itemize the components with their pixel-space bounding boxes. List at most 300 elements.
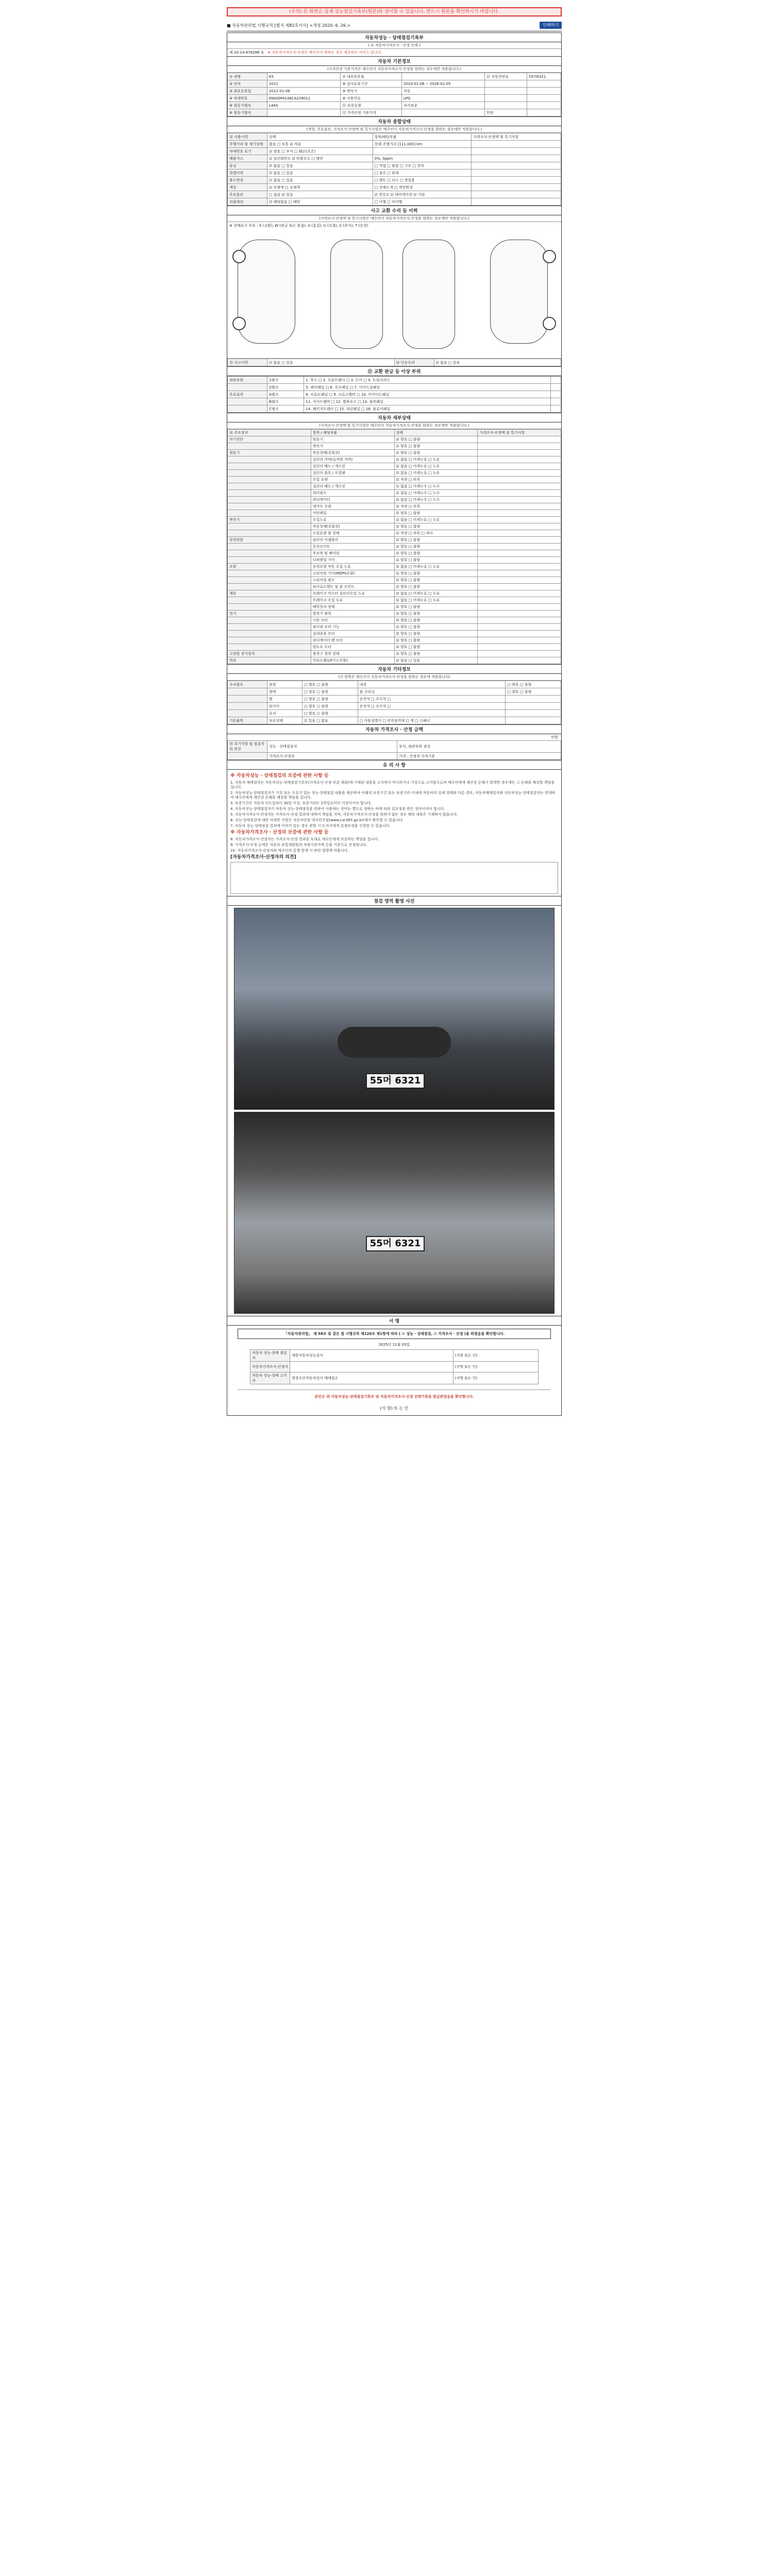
- grille-shape: [338, 1027, 451, 1058]
- detail-cell: ☑ 양호 □ 불량: [394, 544, 478, 550]
- detail-cell: 윈도우 모터: [311, 644, 394, 651]
- notes-title-2: ※ 자동차가격조사 · 산정의 보증에 관한 사항 등: [230, 830, 329, 835]
- general-cell: ☑ 양호 □ 부식 □ 훼손(오손): [267, 148, 373, 155]
- detail-cell: [228, 470, 311, 477]
- simple-repair-value: ☑ 없음 □ 있음: [434, 359, 561, 366]
- detail-cell: ☑ 양호 □ 불량: [394, 637, 478, 644]
- detail-row: [228, 537, 561, 544]
- general-cell: □ 전체도색 □ 색상변경: [373, 184, 472, 191]
- basic-cell: LPG: [401, 95, 484, 102]
- options-cell: 타이어: [267, 703, 303, 710]
- detail-cell: [228, 550, 311, 557]
- detail-row: [228, 483, 561, 490]
- detail-row: [228, 443, 561, 450]
- detail-row: [228, 544, 561, 550]
- detail-cell: 냉각수 수량: [311, 503, 394, 510]
- detail-cell: [228, 570, 311, 577]
- frame-row: [228, 384, 561, 391]
- basic-row: [228, 95, 561, 102]
- frame-cell: [551, 384, 561, 391]
- detail-cell: [228, 463, 311, 470]
- frame-cell: 외판부위: [228, 377, 267, 384]
- receiver-signature: (서 명) 또 는 인: [380, 1406, 409, 1411]
- basic-cell: [485, 80, 527, 88]
- detail-cell: 라디에이터: [311, 497, 394, 503]
- detail-cell: [228, 544, 311, 550]
- detail-cell: ☑ 양호 □ 불량: [394, 617, 478, 624]
- detail-remark-cell: [478, 657, 561, 664]
- basic-cell: ⑤ 원동기형식: [228, 102, 267, 109]
- general-row: [228, 148, 561, 155]
- detail-cell: ☑ 적정 □ 부족 □ 과다: [394, 530, 478, 537]
- detail-cell: [228, 443, 311, 450]
- detail-cell: 실린더 블록 / 오일팬: [311, 470, 394, 477]
- options-cell: 기본품목: [228, 717, 267, 724]
- detail-remark-cell: [478, 584, 561, 590]
- options-row: [228, 681, 561, 688]
- signature-cell: 자동차가격조사·산정자: [250, 1362, 290, 1372]
- basic-cell: [527, 102, 561, 109]
- basic-cell: [485, 88, 527, 95]
- basic-cell: ⑬ 자동차번호: [485, 73, 527, 80]
- notes-title-3: [자동차가격조사·산정자의 의견]: [230, 855, 296, 860]
- general-cell: 많음 □ 보통 ☑ 적음: [267, 141, 373, 148]
- detail-row: [228, 470, 561, 477]
- signature-cell: [290, 1362, 453, 1372]
- frame-row: [228, 377, 561, 384]
- detail-row: [228, 497, 561, 503]
- signature-table: [250, 1349, 539, 1384]
- detail-cell: 커먼레일: [311, 510, 394, 517]
- frame-heading: ⑰ 교환 판금 등 이상 부위: [227, 366, 561, 376]
- detail-row: [228, 644, 561, 651]
- general-cell: □ 렌트 □ 리스 □ 영업용: [373, 177, 472, 184]
- detail-note: (가격조사·산정액 및 특기사항은 매수인이 자동차가격조사·산정을 원하는 경우에만 적용합니다.): [227, 422, 561, 429]
- detail-row: [228, 597, 561, 604]
- detail-row: [228, 490, 561, 497]
- price-table: [227, 740, 561, 760]
- basic-cell: ⑦ 내부부문율: [341, 73, 402, 80]
- front-photo: [234, 908, 554, 1110]
- wheel-icon: [543, 317, 556, 330]
- options-cell: 보유상태: [267, 717, 303, 724]
- detail-cell: ☑ 양호 □ 불량: [394, 584, 478, 590]
- general-cell: [472, 198, 561, 206]
- detail-cell: ☑ 양호 □ 불량: [394, 557, 478, 564]
- wheel-icon: [232, 317, 246, 330]
- detail-remark-cell: [478, 463, 561, 470]
- basic-cell: 자동: [401, 88, 484, 95]
- detail-row: [228, 477, 561, 483]
- general-cell: 주요옵션: [228, 191, 267, 198]
- general-row: [228, 191, 561, 198]
- detail-cell: 추진축 및 베어링: [311, 550, 394, 557]
- detail-cell: ☑ 없음 □ 미세누유 □ 누유: [394, 597, 478, 604]
- basic-cell: [527, 109, 561, 116]
- basic-cell: K5: [267, 73, 341, 80]
- detail-cell: 고전원 전기장치: [228, 651, 311, 657]
- general-cell: 배출가스: [228, 155, 267, 162]
- notes-paragraph: 5. 자동차가격조사·산정자는 가격조사·산정 결과에 대하여 책임을 지며, 자동차가격조사·산정을 원하지 않는 경우 해당 내용은 기재하지 않습니다.: [230, 812, 458, 817]
- basic-cell: ⑧ 검사유효기간: [341, 80, 402, 88]
- general-cell: 0%, 0ppm: [373, 155, 472, 162]
- detail-cell: 클러치 어셈블리: [311, 537, 394, 544]
- options-cell: 휠: [267, 696, 303, 703]
- detail-remark-cell: [478, 644, 561, 651]
- options-note: (이 항목은 매수인이 자동차가격조사·산정을 원하는 경우에 적용합니다): [227, 674, 561, 681]
- frame-cell: 주요골격: [228, 391, 267, 398]
- price-cell: 가격 : 산정자 가격기준: [397, 753, 561, 760]
- detail-cell: [228, 503, 311, 510]
- accident-table: [227, 359, 561, 366]
- detail-cell: ☑ 양호 □ 불량: [394, 631, 478, 637]
- detail-remark-cell: [478, 450, 561, 456]
- basic-cell: ⑥ 원동기형식: [228, 109, 267, 116]
- detail-header-row: [228, 430, 561, 436]
- detail-cell: ☑ 적정 □ 부족: [394, 503, 478, 510]
- frame-cell: C랭크: [267, 405, 304, 413]
- detail-cell: 변속기: [311, 443, 394, 450]
- detail-remark-cell: [478, 523, 561, 530]
- detail-heading: 자동차 세부상태: [227, 413, 561, 422]
- detail-cell: 작동상태(공회전): [311, 523, 394, 530]
- general-cell: □ 없음 ☑ 있음: [267, 191, 373, 198]
- license-plate: 55머 6321: [366, 1236, 425, 1251]
- detail-cell: 실내송풍 모터: [311, 631, 394, 637]
- detail-row: [228, 510, 561, 517]
- basic-cell: ④ 차대번호: [228, 95, 267, 102]
- general-row: [228, 170, 561, 177]
- detail-row: [228, 450, 561, 456]
- detail-cell: ☑ 없음 □ 미세누유 □ 누유: [394, 456, 478, 463]
- general-cell: [472, 184, 561, 191]
- detail-cell: 워터펌프: [311, 490, 394, 497]
- general-cell: □ 이행 □ 미이행: [373, 198, 472, 206]
- detail-cell: [228, 483, 311, 490]
- detail-cell: 원동기: [228, 450, 311, 456]
- detail-row: [228, 590, 561, 597]
- signature-heading: 서 명: [227, 1316, 561, 1326]
- general-cell: 리콜대상: [228, 198, 267, 206]
- general-row: [228, 177, 561, 184]
- detail-cell: [228, 510, 311, 517]
- basic-cell: 55머6321: [527, 73, 561, 80]
- notes-paragraph: 3. 보증기간은 자동차 인도일부터 30일 이상, 보증거리는 2천킬로미터 이상이어야 합니다.: [230, 801, 372, 805]
- detail-row: [228, 503, 561, 510]
- options-cell: 외장: [267, 681, 303, 688]
- detail-cell: 동력전달: [228, 537, 311, 544]
- basic-note: (가격산정 기준가격은 매수인이 자동차가격조사·산정을 원하는 경우에만 적용됩니다.): [227, 66, 561, 73]
- basic-cell: ② 연식: [228, 80, 267, 88]
- detail-remark-cell: [478, 577, 561, 584]
- detail-cell: ☑ 양호 □ 불량: [394, 644, 478, 651]
- notes-paragraph: 10. 자동차가격조사·산정자와 매수인의 분쟁 발생 시 관련 법령에 따릅니다.: [230, 849, 349, 853]
- basic-cell: 만원: [485, 109, 527, 116]
- options-cell: □ 양호 □ 불량: [302, 688, 358, 696]
- frame-cell: 1. 후드 □ 2. 프론트펜더 □ 3. 도어 □ 4. 트렁크리드: [304, 377, 551, 384]
- options-cell: 광택: [267, 688, 303, 696]
- detail-cell: 오일누유: [311, 517, 394, 523]
- detail-cell: 브레이크 오일 누유: [311, 597, 394, 604]
- basic-cell: [267, 109, 341, 116]
- detail-cell: 조향: [228, 564, 311, 570]
- options-cell: [506, 696, 561, 703]
- options-cell: 운전석 □ 조수석 □: [358, 696, 506, 703]
- notes-heading: 유 의 사 항: [227, 760, 561, 770]
- detail-cell: [228, 557, 311, 564]
- options-cell: ☑ 있음 □ 없음: [302, 717, 358, 724]
- options-cell: □ 양호 □ 불량: [302, 710, 358, 717]
- detail-cell: ☑ 없음 □ 미세누유 □ 누유: [394, 470, 478, 477]
- general-cell: [373, 148, 472, 155]
- options-cell: [506, 717, 561, 724]
- detail-remark-cell: [478, 617, 561, 624]
- frame-cell: 5. 쿼터패널 □ 6. 루프패널 □ 7. 사이드실패널: [304, 384, 551, 391]
- options-cell: [506, 710, 561, 717]
- frame-cell: 11. 사이드멤버 □ 12. 휠하우스 □ 13. 필러패널: [304, 398, 551, 405]
- general-row: [228, 133, 561, 141]
- basic-cell: ③ 최초등록일: [228, 88, 267, 95]
- basic-row: [228, 73, 561, 80]
- detail-cell: 와이퍼 모터 기능: [311, 624, 394, 631]
- basic-cell: 2024-01-06 ~ 2026-01-05: [401, 80, 484, 88]
- wheel-icon: [232, 250, 246, 263]
- signature-date: 2025년 11월 03일: [378, 1343, 410, 1347]
- detail-cell: 발전기 출력: [311, 611, 394, 617]
- detail-remark-cell: [478, 490, 561, 497]
- detail-row: [228, 611, 561, 617]
- price-row: [228, 741, 561, 753]
- detail-cell: 동력조향 작동 오일 누유: [311, 564, 394, 570]
- general-note: (색상, 주요옵션, 가격조사·산정액 및 특기사항은 매수인이 자동차가격조사·산정을 원하는 경우에만 적용합니다.): [227, 126, 561, 133]
- detail-row: [228, 456, 561, 463]
- basic-cell: ⑪ 보증유형: [341, 102, 402, 109]
- detail-cell: 시동 모터: [311, 617, 394, 624]
- basic-heading: 자동차 기본정보: [227, 56, 561, 66]
- detail-cell: [228, 523, 311, 530]
- general-cell: ☑ 썬루프 ☑ 네비게이션 ☑ 기타: [373, 191, 472, 198]
- detail-cell: 브레이크 마스터 실린더오일 누유: [311, 590, 394, 597]
- detail-cell: 스티어링 펌프: [311, 577, 394, 584]
- options-heading: 자동차 기타정보: [227, 664, 561, 674]
- detail-row: [228, 637, 561, 644]
- general-cell: ⑭ 사용이력: [228, 133, 267, 141]
- options-cell: □ 양호 □ 불량: [302, 696, 358, 703]
- options-cell: □ 양호 □ 불량: [506, 688, 561, 696]
- detail-remark-cell: [478, 510, 561, 517]
- general-cell: ☑ 해당없음 □ 해당: [267, 198, 373, 206]
- options-cell: □ 양호 □ 불량: [506, 681, 561, 688]
- detail-cell: [228, 617, 311, 624]
- detail-row: [228, 463, 561, 470]
- detail-cell: 변속기: [228, 517, 311, 523]
- detail-cell: [228, 530, 311, 537]
- detail-remark-cell: [478, 564, 561, 570]
- frame-cell: [228, 398, 267, 405]
- price-cell: 가격조사·산정자: [267, 753, 397, 760]
- detail-cell: [228, 497, 311, 503]
- signature-row: [250, 1350, 539, 1362]
- notes-paragraph: 4. 자동차성능·상태점검자가 자동차 성능·상태점검을 위하여 사용하는 장비는 별도로 정하는 바에 따라 검교정을 받은 장비이어야 합니다.: [230, 807, 445, 811]
- form-warning: ※ 자동차가격조사·산정은 매수인이 원하는 경우 제공하는 서비스 입니다.: [267, 50, 382, 55]
- detail-cell: ☑ 양호 □ 불량: [394, 436, 478, 443]
- price-cell: ⑲ 특기사항 및 점검자의 의견: [228, 741, 267, 753]
- detail-cell: ☑ 없음 □ 미세누수 □ 누수: [394, 497, 478, 503]
- detail-cell: 실린더 헤드 / 개스킷: [311, 463, 394, 470]
- frame-cell: [551, 377, 561, 384]
- form-law-reference: ■ 자동차관리법 시행규칙 [별지 제82호서식] <개정 2020. 6. 26.>: [227, 23, 351, 28]
- basic-cell: ⑨ 변속기: [341, 88, 402, 95]
- general-table: [227, 133, 561, 206]
- basic-row: [228, 109, 561, 116]
- detail-cell: ☑ 없음 □ 미세누유 □ 누유: [394, 517, 478, 523]
- exterior-legend: ※ 상태표시 부호 : X (교환), W (판금 또는 용접), A (흠집), U (요철), C (부식), T (손상): [229, 224, 368, 228]
- options-cell: 룸 크리닝: [358, 688, 506, 696]
- detail-cell: 오일 유량: [311, 477, 394, 483]
- detail-cell: 오일유량 및 상태: [311, 530, 394, 537]
- car-left-view: [238, 240, 295, 344]
- detail-cell: [228, 644, 311, 651]
- notes-title-1: ※ 자동차성능 · 상태점검의 보증에 관한 사항 등: [230, 773, 329, 778]
- detail-row: [228, 617, 561, 624]
- detail-cell: 자기진단: [228, 436, 311, 443]
- signature-cell: 명장오산자동차상사 매매업소: [290, 1372, 453, 1384]
- accident-value: ☑ 없음 □ 있음: [267, 359, 395, 366]
- frame-row: [228, 391, 561, 398]
- options-cell: [358, 710, 506, 717]
- frame-cell: 8. 프론트패널 □ 9. 크로스멤버 □ 10. 인사이드패널: [304, 391, 551, 398]
- detail-cell: [228, 604, 311, 611]
- general-cell: 상태: [267, 133, 373, 141]
- options-row: [228, 696, 561, 703]
- basic-cell: [401, 73, 484, 80]
- detail-row: [228, 584, 561, 590]
- detail-remark-cell: [478, 537, 561, 544]
- detail-remark-cell: [478, 483, 561, 490]
- detail-cell: 전기: [228, 611, 311, 617]
- detail-cell: ☑ 양호 □ 불량: [394, 577, 478, 584]
- general-cell: ☑ 없음 □ 있음: [267, 170, 373, 177]
- general-row: [228, 155, 561, 162]
- detail-row: [228, 570, 561, 577]
- detail-row: [228, 523, 561, 530]
- detail-cell: ☑ 없음 □ 미세누수 □ 누수: [394, 483, 478, 490]
- basic-cell: KNAGM4148CA239011: [267, 95, 341, 102]
- detail-cell: ☑ 없음 □ 미세누유 □ 누유: [394, 463, 478, 470]
- car-diagram: [227, 229, 561, 359]
- options-row: [228, 717, 561, 724]
- notes-paragraph: 7. 자동차 성능·상태점검 결과에 이의가 있는 경우 관할 시·도지사에게 분쟁조정을 신청할 수 있습니다.: [230, 824, 391, 828]
- detail-remark-cell: [478, 503, 561, 510]
- detail-cell: ☑ 양호 □ 불량: [394, 550, 478, 557]
- general-row: [228, 162, 561, 170]
- basic-cell: ⑫ 가격산정 기준가격: [341, 109, 402, 116]
- frame-table: [227, 376, 561, 413]
- frame-cell: [228, 384, 267, 391]
- print-button[interactable]: 인쇄하기: [540, 22, 562, 29]
- detail-cell: [228, 456, 311, 463]
- general-cell: [472, 162, 561, 170]
- general-cell: ☑ 일산화탄소 ☑ 탄화수소 □ 매연: [267, 155, 373, 162]
- options-cell: [228, 696, 267, 703]
- detail-cell: [228, 631, 311, 637]
- wheel-icon: [543, 250, 556, 263]
- car-top-front-view: [330, 240, 383, 349]
- general-cell: 주행거리 및 계기상태: [228, 141, 267, 148]
- detail-cell: ☑ 양호 □ 불량: [394, 611, 478, 617]
- frame-row: [228, 398, 561, 405]
- detail-cell: [228, 637, 311, 644]
- options-table: [227, 681, 561, 724]
- basic-row: [228, 102, 561, 109]
- general-cell: 현재 주행거리 [111,000] km: [373, 141, 472, 148]
- options-cell: 내장: [358, 681, 506, 688]
- detail-column-header: 가격조사·산정액 및 특기사항: [478, 430, 561, 436]
- detail-cell: ☑ 양호 □ 불량: [394, 604, 478, 611]
- price-unit: 만원: [551, 735, 558, 739]
- detail-cell: 충전구 절연 상태: [311, 651, 394, 657]
- detail-cell: ☑ 없음 □ 있음: [394, 657, 478, 664]
- detail-remark-cell: [478, 651, 561, 657]
- detail-remark-cell: [478, 517, 561, 523]
- options-cell: □ 사용설명서 □ 안전삼각대 □ 잭 □ 스패너: [358, 717, 506, 724]
- general-cell: 차대번호 표기: [228, 148, 267, 155]
- detail-cell: 원동기: [311, 436, 394, 443]
- options-cell: □ 양호 □ 불량: [302, 703, 358, 710]
- detail-remark-cell: [478, 590, 561, 597]
- general-cell: 항목/해당부품: [373, 133, 472, 141]
- detail-cell: 실린더 커버(로커암 커버): [311, 456, 394, 463]
- detail-column-header: 항목 / 해당부품: [311, 430, 394, 436]
- detail-cell: [228, 490, 311, 497]
- detail-remark-cell: [478, 597, 561, 604]
- exterior-note: (가격조사·산정액 및 특기사항은 매수인이 자동차가격조사·산정을 원하는 경우에만 적용합니다.): [227, 215, 561, 222]
- detail-row: [228, 550, 561, 557]
- detail-cell: ☑ 양호 □ 불량: [394, 537, 478, 544]
- price-heading: 자동차 가격조사 · 산정 금액: [227, 724, 561, 734]
- general-heading: 자동차 종합상태: [227, 116, 561, 126]
- form-subtitle: ( ☑ 자동차가격조사 · 산정 선택 ): [227, 42, 561, 49]
- options-cell: [506, 703, 561, 710]
- detail-cell: ☑ 적정 □ 부족: [394, 477, 478, 483]
- inspection-document: [227, 0, 562, 1416]
- detail-remark-cell: [478, 637, 561, 644]
- detail-cell: [228, 597, 311, 604]
- options-cell: □ 양호 □ 불량: [302, 681, 358, 688]
- frame-cell: [228, 405, 267, 413]
- general-cell: □ 적법 □ 불법 □ 구조 □ 장치: [373, 162, 472, 170]
- detail-row: [228, 436, 561, 443]
- signature-cell: 자동차 성능·상태 고지자: [250, 1372, 290, 1384]
- general-cell: 특별이력: [228, 170, 267, 177]
- frame-cell: 2랭크: [267, 384, 304, 391]
- general-cell: [472, 170, 561, 177]
- options-cell: [228, 688, 267, 696]
- detail-cell: 연료누출(LP가스포함): [311, 657, 394, 664]
- notice-banner: (주의) 본 화면은 실제 성능점검기록부(원본)와 상이할 수 있습니다. 반드시 원본을 확인하시기 바랍니다.: [227, 7, 562, 16]
- general-cell: ☑ 무채색 □ 유채색: [267, 184, 373, 191]
- general-row: [228, 184, 561, 191]
- detail-cell: ☑ 양호 □ 불량: [394, 443, 478, 450]
- detail-remark-cell: [478, 550, 561, 557]
- rear-photo: [234, 1112, 554, 1314]
- basic-cell: ⑩ 사용연료: [341, 95, 402, 102]
- detail-cell: 제동: [228, 590, 311, 597]
- detail-remark-cell: [478, 544, 561, 550]
- detail-row: [228, 530, 561, 537]
- detail-cell: 타이로드엔드 및 볼 조인트: [311, 584, 394, 590]
- signature-cell: (서명 또는 인): [453, 1350, 538, 1362]
